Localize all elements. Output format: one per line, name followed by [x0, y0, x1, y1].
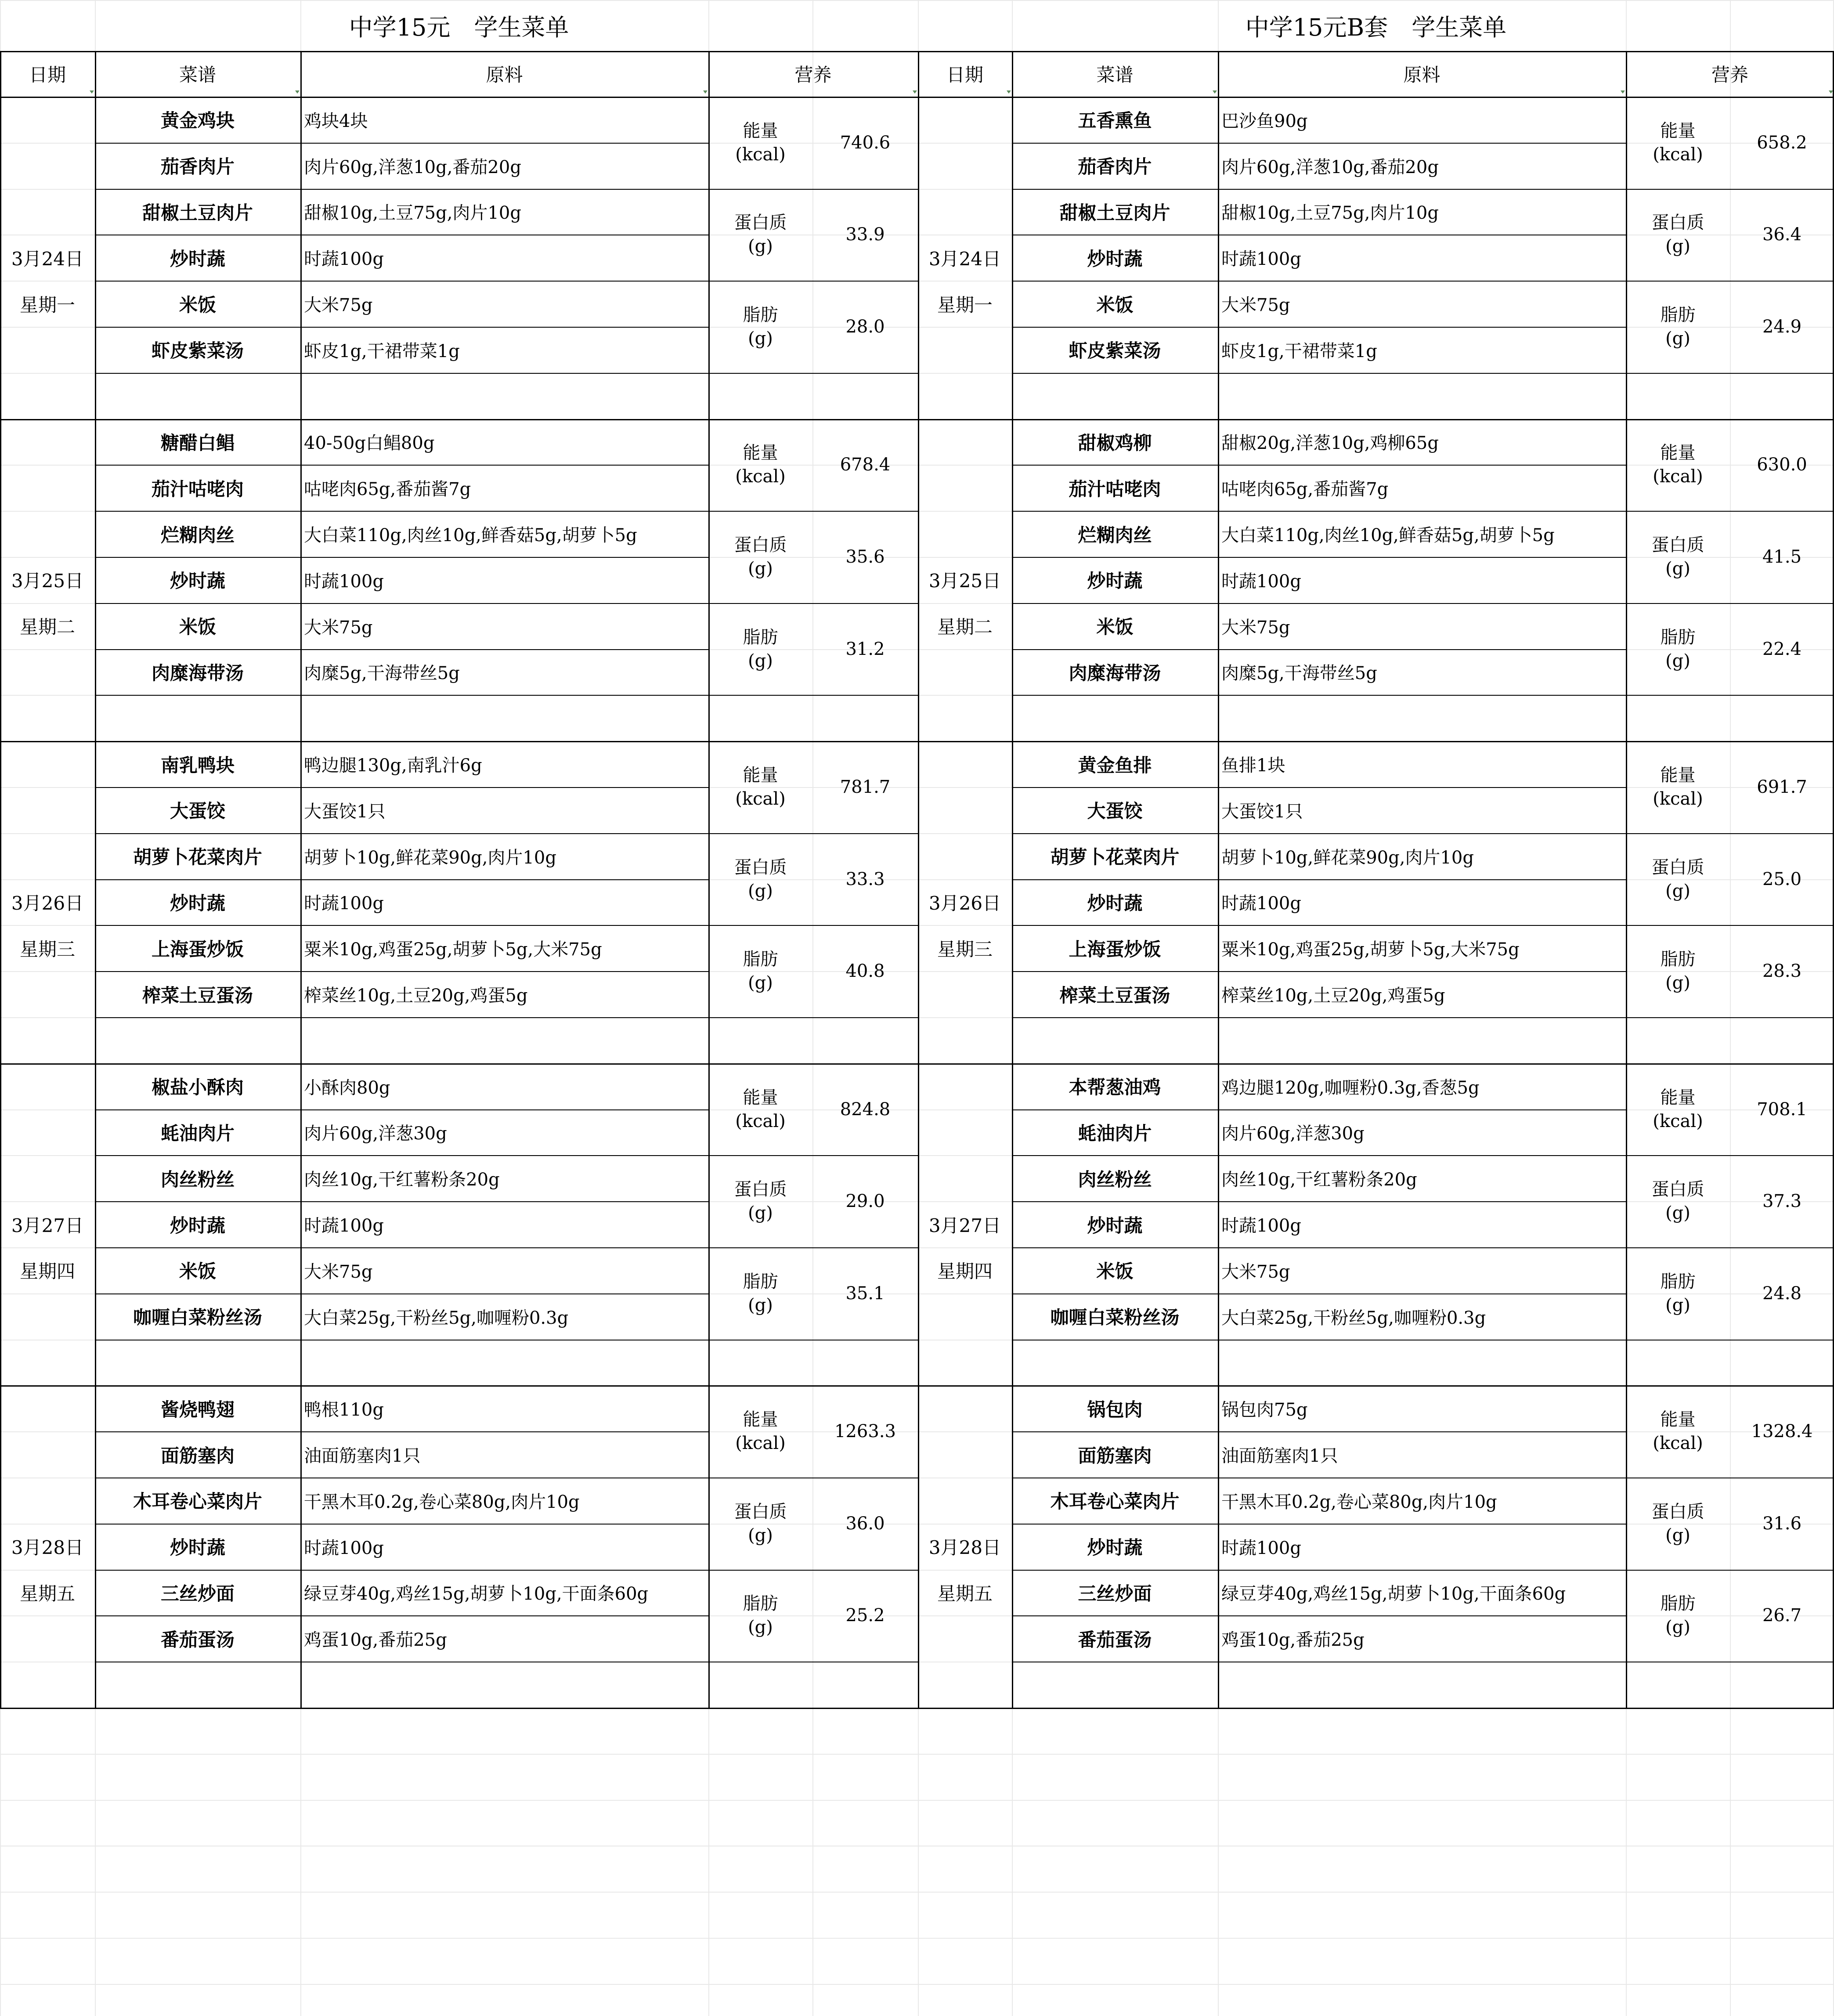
- dish-name: 炒时蔬: [170, 1214, 225, 1236]
- dish-name: 黄金鱼排: [1078, 754, 1152, 776]
- dish-ingredients: 肉丝10g,干红薯粉条20g: [1221, 1170, 1417, 1190]
- nutrition-label-protein: 蛋白质 (g): [734, 535, 787, 579]
- border-line: [918, 51, 1834, 52]
- nutrition-value-fat: 28.3: [1762, 961, 1802, 982]
- border-line: [95, 1017, 708, 1018]
- border-line: [0, 51, 1, 1709]
- nutrition-label-protein: 蛋白质 (g): [1651, 857, 1704, 901]
- dish-ingredients: 鸭边腿130g,南乳汁6g: [304, 755, 482, 776]
- dish-ingredients: 甜椒10g,土豆75g,肉片10g: [1221, 203, 1439, 224]
- header-ingredients: 原料: [486, 64, 523, 86]
- dish-ingredients: 鸭根110g: [304, 1400, 384, 1420]
- dish-ingredients: 咕咾肉65g,番茄酱7g: [1221, 479, 1389, 500]
- dish-name: 烂糊肉丝: [160, 524, 235, 546]
- border-line: [1626, 51, 1627, 1709]
- menu-title: 中学15元 学生菜单: [349, 13, 569, 41]
- dish-name: 炒时蔬: [170, 248, 225, 270]
- dish-name: 炒时蔬: [170, 892, 225, 914]
- day-date: 3月24日: [928, 248, 1001, 270]
- nutrition-value-fat: 22.4: [1762, 639, 1802, 659]
- filter-dropdown-icon[interactable]: [1213, 90, 1217, 94]
- dish-name: 虾皮紫菜汤: [1069, 340, 1161, 362]
- nutrition-value-energy: 678.4: [840, 455, 891, 475]
- nutrition-value-protein: 36.4: [1762, 224, 1802, 245]
- dish-ingredients: 干黑木耳0.2g,卷心菜80g,肉片10g: [304, 1492, 580, 1512]
- dish-ingredients: 大蛋饺1只: [304, 801, 386, 822]
- nutrition-label-energy: 能量 (kcal): [735, 1409, 786, 1454]
- nutrition-label-fat: 脂肪 (g): [1660, 949, 1696, 994]
- filter-dropdown-icon[interactable]: [90, 90, 94, 94]
- dish-name: 南乳鸭块: [160, 754, 235, 776]
- nutrition-value-fat: 26.7: [1762, 1605, 1802, 1626]
- nutrition-label-energy: 能量 (kcal): [735, 443, 786, 487]
- dish-ingredients: 肉糜5g,干海带丝5g: [1221, 663, 1377, 684]
- dish-ingredients: 时蔬100g: [1221, 249, 1301, 270]
- dish-ingredients: 大米75g: [304, 617, 373, 638]
- day-date: 3月25日: [11, 570, 84, 592]
- nutrition-value-protein: 41.5: [1762, 546, 1802, 567]
- dish-ingredients: 肉片60g,洋葱30g: [1221, 1124, 1365, 1144]
- dish-name: 咖喱白菜粉丝汤: [133, 1307, 262, 1329]
- dish-name: 上海蛋炒饭: [1069, 938, 1161, 960]
- nutrition-value-fat: 40.8: [845, 961, 885, 982]
- dish-ingredients: 鸡块4块: [304, 111, 368, 131]
- dish-ingredients: 甜椒10g,土豆75g,肉片10g: [304, 203, 521, 224]
- dish-name: 米饭: [1096, 616, 1134, 638]
- dish-name: 胡萝卜花菜肉片: [1050, 846, 1180, 868]
- border-line: [95, 51, 96, 1709]
- nutrition-value-protein: 25.0: [1762, 869, 1802, 889]
- dish-ingredients: 大米75g: [1221, 295, 1290, 316]
- dish-name: 三丝炒面: [160, 1582, 235, 1604]
- header-dish: 菜谱: [179, 64, 216, 86]
- dish-ingredients: 榨菜丝10g,土豆20g,鸡蛋5g: [1221, 986, 1445, 1006]
- dish-ingredients: 甜椒20g,洋葱10g,鸡柳65g: [1221, 433, 1439, 454]
- dish-name: 咖喱白菜粉丝汤: [1050, 1307, 1180, 1329]
- dish-name: 椒盐小酥肉: [151, 1077, 244, 1098]
- nutrition-label-protein: 蛋白质 (g): [734, 1179, 787, 1224]
- nutrition-label-energy: 能量 (kcal): [735, 1087, 786, 1131]
- dish-ingredients: 虾皮1g,干裙带菜1g: [304, 341, 460, 361]
- dish-name: 本帮葱油鸡: [1069, 1077, 1161, 1098]
- dish-ingredients: 油面筋塞肉1只: [304, 1446, 421, 1467]
- dish-ingredients: 肉糜5g,干海带丝5g: [304, 663, 460, 684]
- dish-ingredients: 胡萝卜10g,鲜花菜90g,肉片10g: [304, 847, 556, 868]
- day-weekday: 星期二: [19, 616, 75, 638]
- filter-dropdown-icon[interactable]: [913, 90, 917, 94]
- dish-name: 番茄蛋汤: [160, 1629, 235, 1651]
- dish-ingredients: 咕咾肉65g,番茄酱7g: [304, 479, 471, 500]
- dish-ingredients: 鸡蛋10g,番茄25g: [304, 1630, 447, 1651]
- dish-name: 锅包肉: [1087, 1398, 1143, 1420]
- dish-name: 烂糊肉丝: [1078, 524, 1152, 546]
- dish-name: 炒时蔬: [170, 1537, 225, 1559]
- day-weekday: 星期四: [937, 1261, 993, 1283]
- dish-name: 炒时蔬: [1087, 1537, 1143, 1559]
- dish-ingredients: 小酥肉80g: [304, 1077, 390, 1098]
- dish-name: 米饭: [1096, 294, 1134, 316]
- nutrition-label-fat: 脂肪 (g): [743, 1593, 778, 1638]
- border-line: [1626, 1017, 1834, 1018]
- day-date: 3月25日: [928, 570, 1001, 592]
- border-line: [1626, 695, 1834, 696]
- dish-ingredients: 大白菜25g,干粉丝5g,咖喱粉0.3g: [1221, 1308, 1486, 1328]
- nutrition-value-protein: 31.6: [1762, 1513, 1802, 1534]
- day-date: 3月27日: [928, 1214, 1001, 1236]
- border-line: [708, 51, 710, 1709]
- dish-ingredients: 大白菜25g,干粉丝5g,咖喱粉0.3g: [304, 1308, 569, 1328]
- dish-name: 肉丝粉丝: [1078, 1168, 1152, 1190]
- header-nutrition: 营养: [1711, 64, 1748, 86]
- dish-name: 胡萝卜花菜肉片: [133, 846, 262, 868]
- nutrition-label-protein: 蛋白质 (g): [1651, 535, 1704, 579]
- dish-name: 木耳卷心菜肉片: [1050, 1491, 1180, 1513]
- border-line: [1626, 373, 1834, 374]
- nutrition-value-protein: 35.6: [845, 546, 885, 567]
- border-line: [708, 373, 918, 374]
- dish-name: 大蛋饺: [170, 800, 225, 822]
- filter-dropdown-icon[interactable]: [295, 90, 300, 94]
- day-date: 3月24日: [11, 248, 84, 270]
- day-date: 3月27日: [11, 1214, 84, 1236]
- header-dish: 菜谱: [1096, 64, 1134, 86]
- day-date: 3月28日: [11, 1537, 84, 1559]
- dish-name: 上海蛋炒饭: [151, 938, 244, 960]
- dish-ingredients: 肉片60g,洋葱30g: [304, 1124, 447, 1144]
- nutrition-label-fat: 脂肪 (g): [743, 304, 778, 349]
- dish-ingredients: 榨菜丝10g,土豆20g,鸡蛋5g: [304, 986, 528, 1006]
- dish-name: 面筋塞肉: [1078, 1445, 1152, 1467]
- dish-ingredients: 胡萝卜10g,鲜花菜90g,肉片10g: [1221, 847, 1474, 868]
- border-line: [1012, 373, 1626, 374]
- dish-ingredients: 大米75g: [1221, 1261, 1290, 1282]
- nutrition-value-energy: 1263.3: [834, 1421, 896, 1442]
- dish-ingredients: 时蔬100g: [304, 893, 384, 914]
- dish-ingredients: 大蛋饺1只: [1221, 801, 1303, 822]
- nutrition-label-energy: 能量 (kcal): [735, 120, 786, 165]
- dish-name: 米饭: [179, 294, 216, 316]
- grid-line: [0, 1938, 1834, 1939]
- dish-ingredients: 时蔬100g: [1221, 1538, 1301, 1558]
- day-weekday: 星期五: [937, 1582, 993, 1604]
- nutrition-value-fat: 31.2: [845, 639, 885, 659]
- border-line: [0, 51, 918, 52]
- dish-ingredients: 大米75g: [1221, 617, 1290, 638]
- dish-ingredients: 大米75g: [304, 295, 373, 316]
- dish-name: 炒时蔬: [1087, 1214, 1143, 1236]
- day-weekday: 星期三: [937, 938, 993, 960]
- dish-ingredients: 时蔬100g: [304, 1538, 384, 1558]
- border-line: [0, 1708, 918, 1709]
- dish-ingredients: 时蔬100g: [304, 571, 384, 592]
- dish-name: 茄汁咕咾肉: [1069, 478, 1161, 500]
- grid-line: [0, 1754, 1834, 1755]
- border-line: [95, 373, 708, 374]
- nutrition-label-protein: 蛋白质 (g): [1651, 1501, 1704, 1546]
- dish-ingredients: 大白菜110g,肉丝10g,鲜香菇5g,胡萝卜5g: [304, 525, 637, 546]
- nutrition-value-energy: 781.7: [840, 777, 891, 797]
- dish-name: 炒时蔬: [1087, 892, 1143, 914]
- dish-ingredients: 粟米10g,鸡蛋25g,胡萝卜5g,大米75g: [304, 939, 602, 960]
- nutrition-label-fat: 脂肪 (g): [1660, 304, 1696, 349]
- header-date: 日期: [29, 64, 66, 86]
- nutrition-label-energy: 能量 (kcal): [1653, 765, 1703, 809]
- dish-ingredients: 肉丝10g,干红薯粉条20g: [304, 1170, 500, 1190]
- dish-name: 蚝油肉片: [160, 1122, 235, 1144]
- dish-name: 甜椒鸡柳: [1078, 432, 1152, 454]
- dish-name: 茄香肉片: [160, 156, 235, 178]
- dish-ingredients: 虾皮1g,干裙带菜1g: [1221, 341, 1377, 361]
- nutrition-value-fat: 25.2: [845, 1605, 885, 1626]
- nutrition-value-protein: 37.3: [1762, 1191, 1802, 1212]
- dish-ingredients: 肉片60g,洋葱10g,番茄20g: [1221, 157, 1439, 177]
- border-line: [300, 51, 302, 1709]
- nutrition-value-fat: 35.1: [845, 1283, 885, 1304]
- nutrition-label-protein: 蛋白质 (g): [734, 1501, 787, 1546]
- nutrition-label-energy: 能量 (kcal): [1653, 1087, 1703, 1131]
- dish-name: 榨菜土豆蛋汤: [1059, 984, 1170, 1006]
- border-line: [1012, 695, 1626, 696]
- nutrition-label-protein: 蛋白质 (g): [734, 857, 787, 901]
- nutrition-value-energy: 1328.4: [1751, 1421, 1813, 1442]
- day-date: 3月28日: [928, 1537, 1001, 1559]
- filter-dropdown-icon[interactable]: [1007, 90, 1011, 94]
- dish-ingredients: 绿豆芽40g,鸡丝15g,胡萝卜10g,干面条60g: [1221, 1584, 1566, 1604]
- nutrition-label-energy: 能量 (kcal): [1653, 443, 1703, 487]
- dish-ingredients: 时蔬100g: [1221, 571, 1301, 592]
- dish-name: 蚝油肉片: [1078, 1122, 1152, 1144]
- day-date: 3月26日: [928, 892, 1001, 914]
- border-line: [95, 695, 708, 696]
- day-date: 3月26日: [11, 892, 84, 914]
- day-weekday: 星期一: [937, 294, 993, 316]
- nutrition-value-energy: 824.8: [840, 1099, 891, 1120]
- dish-ingredients: 锅包肉75g: [1221, 1400, 1308, 1420]
- dish-ingredients: 干黑木耳0.2g,卷心菜80g,肉片10g: [1221, 1492, 1497, 1512]
- day-weekday: 星期三: [19, 938, 75, 960]
- nutrition-label-protein: 蛋白质 (g): [1651, 213, 1704, 257]
- dish-name: 肉糜海带汤: [151, 662, 244, 684]
- dish-name: 炒时蔬: [1087, 248, 1143, 270]
- dish-name: 木耳卷心菜肉片: [133, 1491, 262, 1513]
- dish-ingredients: 时蔬100g: [304, 1216, 384, 1236]
- nutrition-value-fat: 28.0: [845, 316, 885, 337]
- nutrition-label-fat: 脂肪 (g): [743, 949, 778, 994]
- header-ingredients: 原料: [1403, 64, 1440, 86]
- dish-name: 榨菜土豆蛋汤: [142, 984, 253, 1006]
- nutrition-value-protein: 36.0: [845, 1513, 885, 1534]
- filter-dropdown-icon[interactable]: [703, 90, 708, 94]
- nutrition-label-energy: 能量 (kcal): [1653, 1409, 1703, 1454]
- nutrition-label-fat: 脂肪 (g): [1660, 1271, 1696, 1315]
- header-nutrition: 营养: [794, 64, 832, 86]
- dish-name: 酱烧鸭翅: [160, 1398, 235, 1420]
- dish-name: 甜椒土豆肉片: [142, 202, 253, 224]
- dish-ingredients: 巴沙鱼90g: [1221, 111, 1308, 131]
- dish-name: 五香熏鱼: [1078, 110, 1152, 132]
- grid-line: [0, 1984, 1834, 1985]
- dish-ingredients: 鸡边腿120g,咖喱粉0.3g,香葱5g: [1221, 1077, 1480, 1098]
- dish-name: 米饭: [179, 616, 216, 638]
- nutrition-value-fat: 24.8: [1762, 1283, 1802, 1304]
- dish-ingredients: 时蔬100g: [304, 249, 384, 270]
- dish-ingredients: 大米75g: [304, 1261, 373, 1282]
- border-line: [1218, 51, 1219, 1709]
- border-line: [918, 51, 919, 1709]
- dish-ingredients: 40-50g白鲳80g: [304, 433, 435, 454]
- dish-name: 虾皮紫菜汤: [151, 340, 244, 362]
- dish-name: 三丝炒面: [1078, 1582, 1152, 1604]
- nutrition-value-protein: 33.3: [845, 869, 885, 889]
- day-weekday: 星期二: [937, 616, 993, 638]
- dish-name: 糖醋白鲳: [160, 432, 235, 454]
- dish-name: 面筋塞肉: [160, 1445, 235, 1467]
- dish-name: 炒时蔬: [1087, 570, 1143, 592]
- dish-ingredients: 大白菜110g,肉丝10g,鲜香菇5g,胡萝卜5g: [1221, 525, 1555, 546]
- nutrition-value-energy: 708.1: [1757, 1099, 1807, 1120]
- day-weekday: 星期五: [19, 1582, 75, 1604]
- nutrition-label-energy: 能量 (kcal): [1653, 120, 1703, 165]
- dish-ingredients: 鸡蛋10g,番茄25g: [1221, 1630, 1365, 1651]
- dish-name: 茄香肉片: [1078, 156, 1152, 178]
- nutrition-value-protein: 29.0: [845, 1191, 885, 1212]
- dish-ingredients: 时蔬100g: [1221, 1216, 1301, 1236]
- dish-name: 米饭: [1096, 1261, 1134, 1283]
- header-date: 日期: [946, 64, 983, 86]
- menu-title: 中学15元B套 学生菜单: [1245, 13, 1507, 41]
- nutrition-label-protein: 蛋白质 (g): [734, 213, 787, 257]
- border-line: [708, 695, 918, 696]
- nutrition-value-energy: 658.2: [1757, 132, 1807, 153]
- nutrition-value-energy: 691.7: [1757, 777, 1807, 797]
- day-weekday: 星期一: [19, 294, 75, 316]
- border-line: [1012, 51, 1013, 1709]
- dish-ingredients: 油面筋塞肉1只: [1221, 1446, 1338, 1467]
- dish-ingredients: 时蔬100g: [1221, 893, 1301, 914]
- dish-name: 茄汁咕咾肉: [151, 478, 244, 500]
- dish-ingredients: 绿豆芽40g,鸡丝15g,胡萝卜10g,干面条60g: [304, 1584, 649, 1604]
- dish-ingredients: 鱼排1块: [1221, 755, 1285, 776]
- nutrition-value-fat: 24.9: [1762, 316, 1802, 337]
- nutrition-label-fat: 脂肪 (g): [743, 627, 778, 671]
- grid-line: [0, 1800, 1834, 1801]
- dish-ingredients: 肉片60g,洋葱10g,番茄20g: [304, 157, 521, 177]
- nutrition-value-energy: 630.0: [1757, 455, 1807, 475]
- border-line: [918, 1708, 1834, 1709]
- dish-name: 肉糜海带汤: [1069, 662, 1161, 684]
- nutrition-label-protein: 蛋白质 (g): [1651, 1179, 1704, 1224]
- dish-name: 肉丝粉丝: [160, 1168, 235, 1190]
- nutrition-value-energy: 740.6: [840, 132, 891, 153]
- dish-name: 大蛋饺: [1087, 800, 1143, 822]
- nutrition-label-energy: 能量 (kcal): [735, 765, 786, 809]
- day-weekday: 星期四: [19, 1261, 75, 1283]
- dish-name: 炒时蔬: [170, 570, 225, 592]
- dish-name: 米饭: [179, 1261, 216, 1283]
- nutrition-value-protein: 33.9: [845, 224, 885, 245]
- dish-name: 甜椒土豆肉片: [1059, 202, 1170, 224]
- dish-name: 黄金鸡块: [160, 110, 235, 132]
- nutrition-label-fat: 脂肪 (g): [743, 1271, 778, 1315]
- dish-name: 番茄蛋汤: [1078, 1629, 1152, 1651]
- border-line: [708, 1017, 918, 1018]
- nutrition-label-fat: 脂肪 (g): [1660, 627, 1696, 671]
- grid-line: [0, 1892, 1834, 1893]
- dish-ingredients: 粟米10g,鸡蛋25g,胡萝卜5g,大米75g: [1221, 939, 1520, 960]
- filter-dropdown-icon[interactable]: [1621, 90, 1625, 94]
- nutrition-label-fat: 脂肪 (g): [1660, 1593, 1696, 1638]
- border-line: [1012, 1017, 1626, 1018]
